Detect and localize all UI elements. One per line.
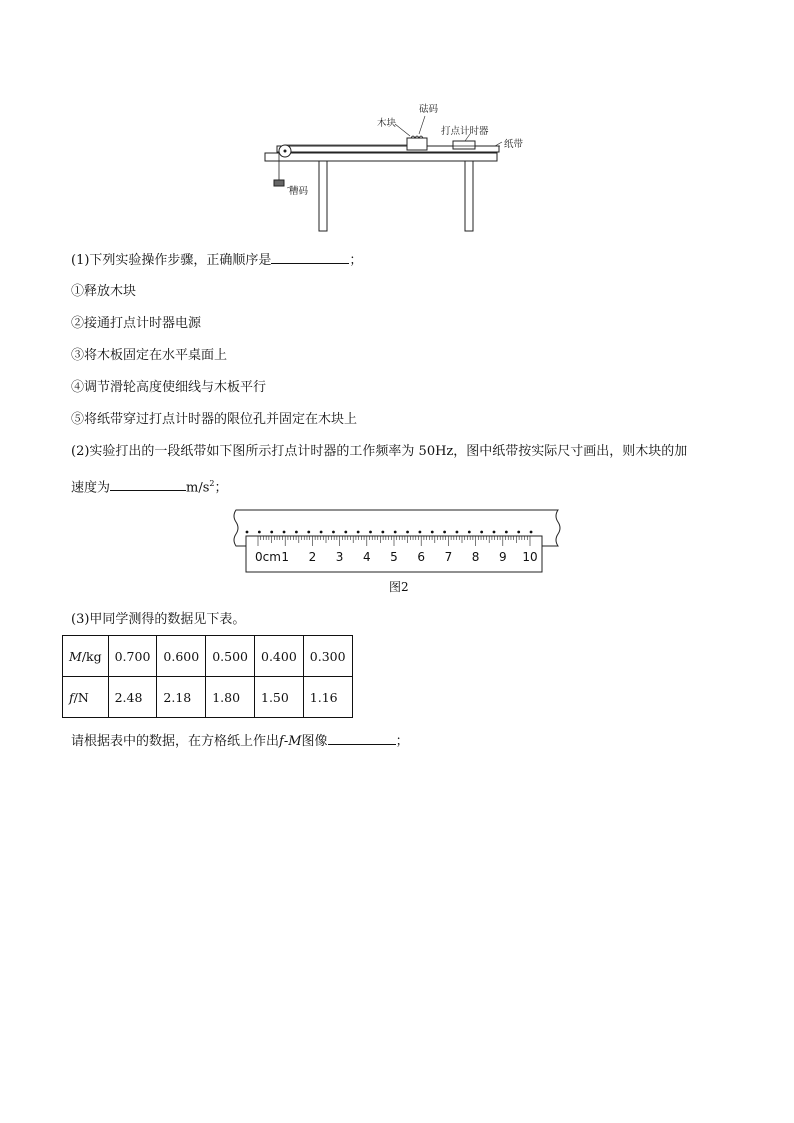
table-cell: 0.600 [157,636,206,677]
q1-step-4: ④调节滑轮高度使细线与木板平行 [71,380,267,395]
table-header-friction [63,677,109,718]
q2-line-1: (2)实验打出的一段纸带如下图所示打点计时器的工作频率为 50Hz，图中纸带按实际尺寸画出，则木块的加 [71,444,688,459]
tape-dot [530,531,533,534]
mass-unit: /kg [81,648,102,664]
plot-f: f [279,734,284,749]
table-top [265,153,497,161]
tape-dot [480,531,483,534]
table-cell: 0.300 [303,636,352,677]
friction-unit: /N [73,689,89,705]
data-table [62,635,353,718]
tape-dot [456,531,459,534]
table-cell: 2.48 [108,677,157,718]
plot-M: M [288,734,302,749]
tape-dot [406,531,409,534]
tape-dot [505,531,508,534]
tape-dot [468,531,471,534]
table-row-friction [63,677,353,718]
q2-line2-start: 速度为 [71,480,111,496]
ruler-label: 5 [390,550,398,564]
q3-end: ； [395,734,409,749]
ruler-label: 4 [362,550,371,564]
q1-prompt-line [71,251,362,270]
tape-dot [307,531,310,534]
tape-dot [357,531,360,534]
tape-dot [246,531,249,534]
q1-step-5: ⑤将纸带穿过打点计时器的限位孔并固定在木块上 [71,412,358,427]
tape-dot [394,531,397,534]
tape-dot [443,531,446,534]
table-cell: 2.18 [157,677,206,718]
apparatus-figure [255,98,545,238]
q2-unit-sup: 2 [209,479,215,488]
ruler-label: 9 [498,550,507,564]
table-cell: 0.700 [108,636,157,677]
figure-2-caption: 图2 [389,580,409,594]
tape-dot [332,531,335,534]
ruler-label: 10 [522,550,538,564]
table-cell: 1.50 [255,677,304,718]
q3-instruction-start: 请根据表中的数据，在方格纸上作出 [71,734,280,749]
tape-dot [270,531,273,534]
ruler-label: 2 [308,550,317,564]
table-cell: 1.80 [206,677,255,718]
tape-dot [320,531,323,534]
table-header-mass [63,636,109,677]
q2-answer-blank[interactable] [110,478,186,491]
q1-answer-blank[interactable] [271,251,349,264]
table-cell: 0.400 [255,636,304,677]
label-tape: 纸带 [504,139,524,150]
q3-instruction [71,732,409,751]
q1-prompt: (1)下列实验操作步骤，正确顺序是 [71,253,272,268]
ruler-label: 1 [281,550,290,564]
tape-dot [369,531,372,534]
label-timer: 打点计时器 [441,126,489,137]
q1-step-3: ③将木板固定在水平桌面上 [71,348,228,363]
wood-block [407,138,427,150]
q2-line-2 [71,475,228,497]
label-block: 木块 [377,118,397,129]
q2-unit: m/s [186,480,210,496]
tape-dot [493,531,496,534]
table-leg-left [319,161,327,231]
q1-end: ； [349,253,363,268]
ruler-label: 3 [335,550,344,564]
label-hanger: 槽码 [289,186,309,197]
q3-answer-blank[interactable] [328,732,396,745]
q3-instruction-mid: 图像 [301,734,328,749]
tape-dot [344,531,347,534]
table-cell: 0.500 [206,636,255,677]
friction-var: f [69,689,74,705]
q1-step-2: ②接通打点计时器电源 [71,316,202,331]
ruler-label: 7 [444,550,453,564]
timer-device [453,141,475,149]
tape-dot [517,531,520,534]
label-weight: 砝码 [419,104,439,115]
table-row-mass [63,636,353,677]
tape-dot [431,531,434,534]
ruler-label: 6 [417,550,426,564]
tape-dot [258,531,261,534]
tape-dot [295,531,298,534]
q3-intro: (3)甲同学测得的数据见下表。 [71,612,246,627]
hanger-weights [274,180,284,186]
q2-end: ； [214,480,228,496]
q1-step-1: ①释放木块 [71,284,137,299]
tape-dot [419,531,422,534]
mass-var: M [69,648,82,664]
table-cell: 1.16 [303,677,352,718]
table-leg-right [465,161,473,231]
ruler-label: 8 [471,550,480,564]
plot-dash: - [283,734,289,749]
tape-dot [381,531,384,534]
ruler-label: 0cm [255,550,281,564]
tape-ruler-figure [228,508,564,576]
tape-dot [283,531,286,534]
